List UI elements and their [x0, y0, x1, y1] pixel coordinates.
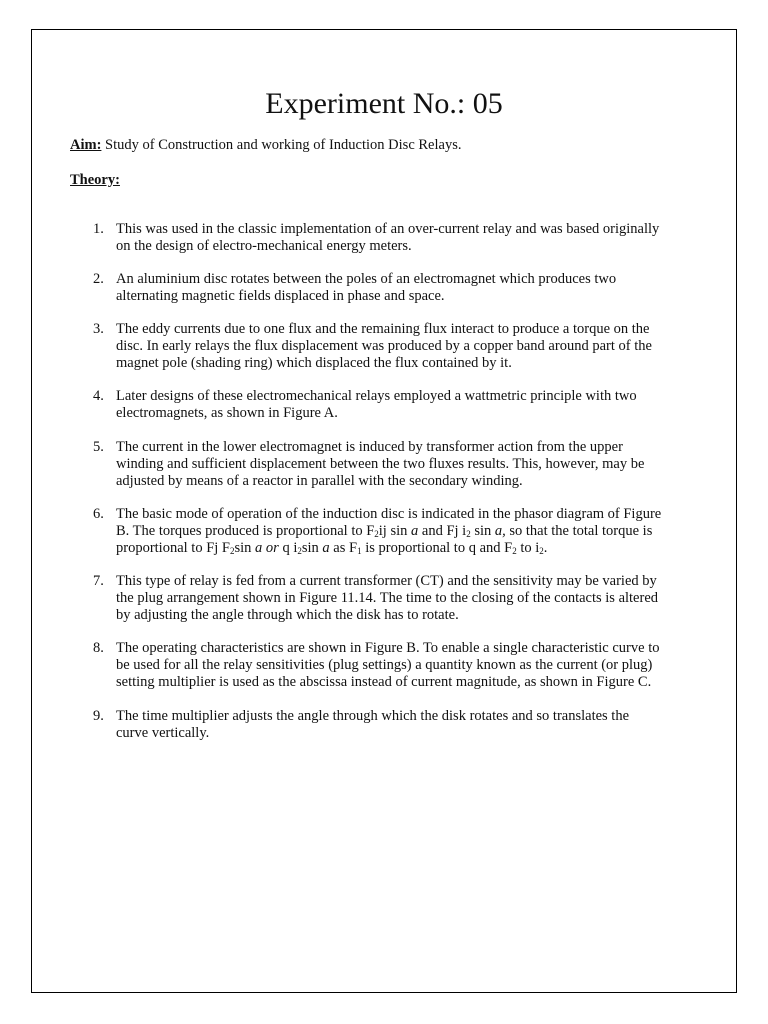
list-item-text [116, 573, 706, 624]
text-line: The operating characteristics are shown in Figure B. To enable a single characteristic curve to [116, 640, 660, 656]
text-line: setting multiplier is used as the abscissa instead of current magnitude, as shown in Figure C. [116, 674, 652, 690]
page-title: Experiment No.: 05 [265, 87, 503, 120]
text-line: winding and sufficient displacement between the two fluxes results. This, however, may be [116, 456, 645, 472]
text-line: alternating magnetic fields displaced in phase and space. [116, 288, 445, 304]
aim-text: Study of Construction and working of Induction Disc Relays. [105, 137, 462, 153]
text-line: This type of relay is fed from a current transformer (CT) and the sensitivity may be varied by [116, 573, 657, 589]
text-line: The current in the lower electromagnet is induced by transformer action from the upper [116, 439, 623, 455]
aim-line [70, 136, 461, 154]
list-item-text [116, 640, 706, 691]
text-line: adjusted by means of a reactor in parallel with the secondary winding. [116, 473, 523, 489]
list-number: 6. [93, 506, 104, 522]
text-line: B. The torques produced is proportional to $F_2ij$ sin a and Fj $i_2$ sin a, so that the total torque is [116, 523, 653, 539]
list-item-text [116, 321, 706, 372]
text-line: An aluminium disc rotates between the poles of an electromagnet which produces two [116, 271, 617, 287]
text-line: disc. In early relays the flux displacement was produced by a copper band around part of the [116, 338, 652, 354]
text-line: electromagnets, as shown in Figure A. [116, 405, 338, 421]
list-number: 1. [93, 221, 104, 237]
list-item-text [116, 388, 706, 422]
text-line: The time multiplier adjusts the angle through which the disk rotates and so translates the [116, 708, 630, 724]
aim-label: Aim: [70, 137, 102, 153]
text-line: magnet pole (shading ring) which displaced the flux contained by it. [116, 355, 512, 371]
list-number: 2. [93, 271, 104, 287]
text-line: This was used in the classic implementation of an over-current relay and was based originally [116, 221, 660, 237]
list-item-text [116, 708, 706, 742]
list-number: 4. [93, 388, 104, 404]
list-number: 5. [93, 439, 104, 455]
text-line: proportional to Fj $F_2\sin$ a or q $i_2\sin$ a as $F_1$ is proportional to q and $F_2$ to $i_2$. [116, 540, 548, 556]
list-item-text [116, 439, 706, 490]
list-item-text [116, 506, 706, 557]
list-item-text [116, 221, 706, 255]
text-line: The basic mode of operation of the induction disc is indicated in the phasor diagram of Figure [116, 506, 662, 522]
text-line: The eddy currents due to one flux and the remaining flux interact to produce a torque on the [116, 321, 650, 337]
list-item-text [116, 271, 706, 305]
text-line: curve vertically. [116, 725, 210, 741]
text-line: on the design of electro-mechanical energy meters. [116, 238, 412, 254]
list-number: 7. [93, 573, 104, 589]
text-line: be used for all the relay sensitivities (plug settings) a quantity known as the current (or plug) [116, 657, 653, 673]
text-line: by adjusting the angle through which the disk has to rotate. [116, 607, 459, 623]
theory-heading: Theory: [70, 172, 120, 188]
text-line: Later designs of these electromechanical relays employed a wattmetric principle with two [116, 388, 637, 404]
list-number: 3. [93, 321, 104, 337]
text-line: the plug arrangement shown in Figure 11.14. The time to the closing of the contacts is altered [116, 590, 659, 606]
list-number: 9. [93, 708, 104, 724]
list-number: 8. [93, 640, 104, 656]
